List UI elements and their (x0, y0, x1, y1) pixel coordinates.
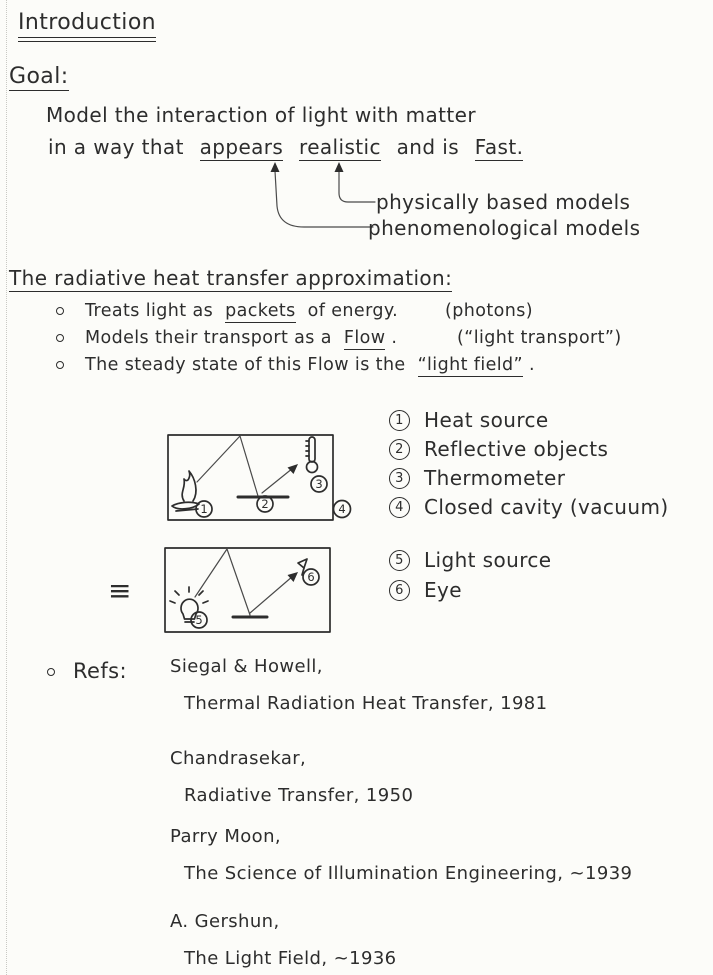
note-photons: (photons) (445, 301, 533, 321)
ref-title: The Light Field, ~1936 (184, 948, 397, 969)
ref-entry-gershun (170, 911, 397, 975)
word-appears: appears (199, 135, 284, 159)
ref-authors: Parry Moon, (170, 826, 282, 847)
svg-text:3: 3 (315, 477, 323, 491)
goal-line-1: Model the interaction of light with matter (46, 103, 476, 127)
word-realistic: realistic (299, 135, 381, 159)
goal-line-2-pre: in a way that (48, 135, 184, 159)
marker-2 (257, 496, 273, 512)
svg-text:2: 2 (261, 497, 269, 511)
ref-entry-siegal-howell (170, 656, 548, 730)
refs-heading: Refs: (73, 659, 127, 683)
ref-authors: Siegal & Howell, (170, 656, 323, 677)
goal-heading: Goal: (9, 64, 69, 89)
note-light-transport: (“light transport”) (457, 328, 622, 348)
diagram-light-scene (155, 540, 345, 640)
bullet-dot-icon (56, 361, 64, 369)
bullet-light-field: The steady state of this Flow is the “light field” . (85, 355, 710, 375)
legend-item-light-source: 5 Light source (389, 548, 552, 572)
annotation-arrows (262, 158, 380, 234)
circled-number: 5 (389, 550, 410, 571)
ray-to-eye (250, 576, 293, 613)
ref-title: Radiative Transfer, 1950 (184, 785, 414, 806)
arrow-to-appears-head (271, 162, 280, 172)
svg-text:6: 6 (307, 570, 315, 584)
word-packets: packets (225, 301, 296, 321)
word-fast: Fast. (474, 135, 524, 159)
bullet-dot-icon (56, 334, 64, 342)
legend-item-heat-source: 1 Heat source (389, 408, 549, 432)
svg-text:1: 1 (200, 502, 208, 516)
circled-number: 1 (389, 410, 410, 431)
arrow-to-realistic-head (335, 162, 344, 172)
ref-title: Thermal Radiation Heat Transfer, 1981 (184, 693, 548, 714)
circled-number: 4 (389, 497, 410, 518)
arrow-to-appears (275, 171, 373, 227)
circled-number: 6 (389, 580, 410, 601)
bullet-dot-icon (56, 307, 64, 315)
word-light-field: “light field” (417, 355, 524, 375)
legend-item-eye: 6 Eye (389, 578, 462, 602)
arrow-to-realistic (339, 171, 375, 202)
svg-text:5: 5 (195, 613, 203, 627)
goal-line-2-mid: and is (396, 135, 460, 159)
ref-entry-chandrasekar (170, 748, 413, 822)
svg-text:4: 4 (338, 502, 346, 516)
marker-4 (334, 501, 351, 518)
ref-authors: Chandrasekar, (170, 748, 307, 769)
ray-path (195, 549, 250, 615)
section-heading: The radiative heat transfer approximation: (9, 266, 453, 290)
fire-icon (172, 471, 199, 511)
marker-3 (311, 476, 327, 492)
diagram-heat-cavity (158, 425, 358, 530)
word-flow: Flow (343, 328, 386, 348)
legend-item-closed-cavity: 4 Closed cavity (vacuum) (389, 495, 669, 519)
page-title: Introduction (18, 10, 156, 42)
ref-title: The Science of Illumination Engineering, ~1939 (184, 863, 633, 884)
legend-item-thermometer: 3 Thermometer (389, 466, 565, 490)
equivalence-icon: ≡ (108, 574, 132, 607)
marker-5 (191, 612, 207, 628)
circled-number: 3 (389, 468, 410, 489)
ray-arrowhead (288, 464, 299, 474)
eye-icon (298, 559, 307, 575)
bullet-packets: Treats light as packets of energy. (photons) (85, 301, 710, 321)
legend-item-reflective-objects: 2 Reflective objects (389, 437, 608, 461)
thermometer-icon (306, 437, 318, 473)
annotation-physically-based: physically based models (376, 190, 631, 214)
bullet-dot-icon (47, 668, 55, 676)
marker-6 (303, 569, 319, 585)
ref-entry-parry-moon (170, 826, 632, 900)
ray-path (197, 436, 258, 496)
circled-number: 2 (389, 439, 410, 460)
annotation-phenomenological: phenomenological models (368, 216, 641, 240)
ray-arrowhead (288, 572, 299, 582)
bullet-flow: Models their transport as a Flow . (“light transport”) (85, 328, 710, 348)
ref-authors: A. Gershun, (170, 911, 280, 932)
ray-to-thermometer (262, 468, 293, 493)
page-edge-line (6, 0, 7, 975)
